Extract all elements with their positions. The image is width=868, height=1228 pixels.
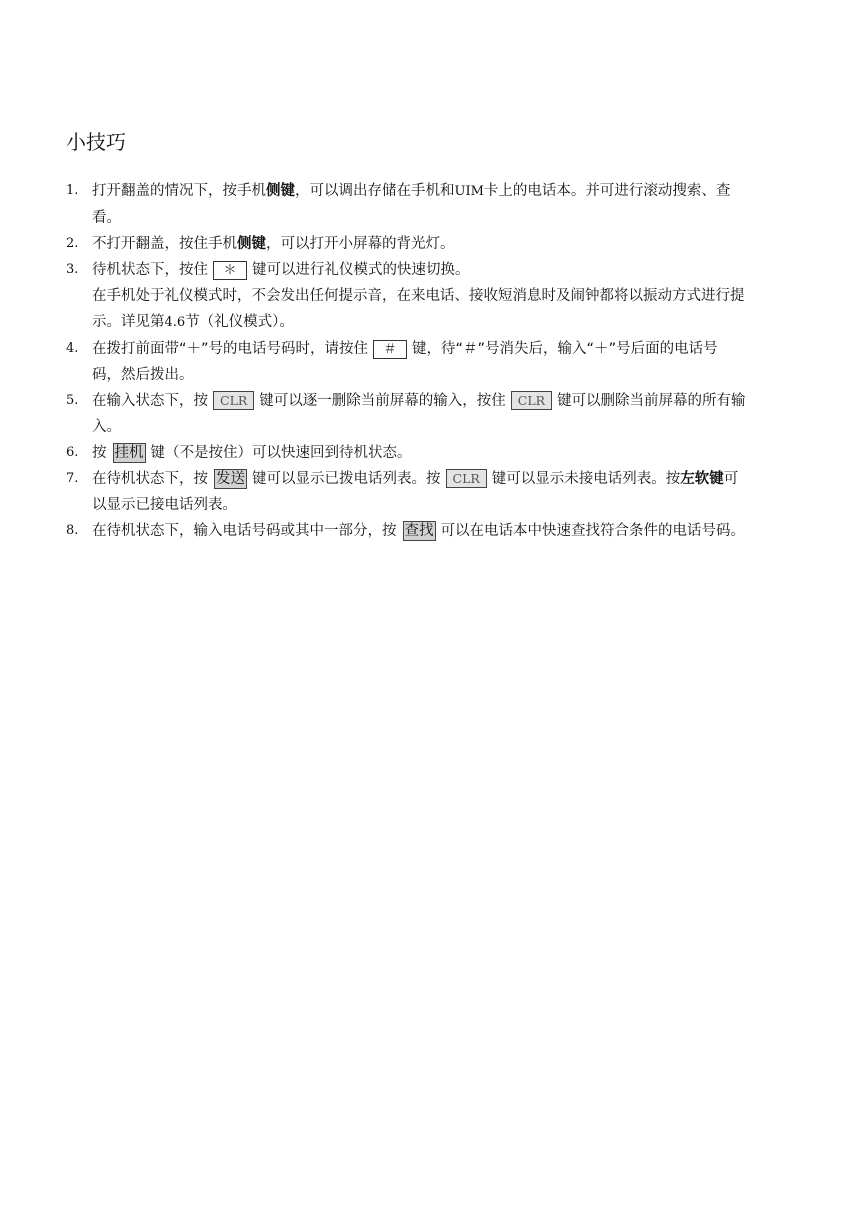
item-text: ，可以打开小屏幕的背光灯。 bbox=[266, 236, 455, 252]
list-item bbox=[66, 257, 746, 336]
uim-label: UIM bbox=[454, 184, 484, 199]
item-text: 键可以删除当前屏幕的所有输入。 bbox=[92, 393, 746, 435]
clr-key: CLR bbox=[213, 391, 254, 410]
item-text: 按 bbox=[92, 445, 107, 461]
list-item bbox=[66, 231, 746, 257]
item-number: 4. bbox=[66, 341, 79, 356]
item-text: 在待机状态下，输入电话号码或其中一部分，按 bbox=[92, 523, 397, 539]
item-text: 不打开翻盖，按住手机 bbox=[92, 236, 237, 252]
item-text: 键可以显示未接电话列表。按 bbox=[491, 471, 681, 487]
item-text: 卡上的电话本。并可进行滚动搜索、查看。 bbox=[92, 183, 731, 226]
clr-key: CLR bbox=[511, 391, 552, 410]
item-text: 节（礼仪模式）。 bbox=[185, 314, 294, 330]
page-title: 小技巧 bbox=[66, 130, 126, 154]
list-item bbox=[66, 518, 746, 544]
left-soft-key-label: 左软键 bbox=[680, 471, 724, 487]
section-number: 4.6 bbox=[164, 315, 186, 330]
item-text: 键（不是按住）可以快速回到待机状态。 bbox=[150, 445, 412, 461]
clr-key: CLR bbox=[446, 469, 487, 488]
item-text: 键可以显示已拨电话列表。按 bbox=[252, 471, 441, 487]
hash-key: ＃ bbox=[373, 340, 407, 359]
item-number: 5. bbox=[66, 393, 79, 408]
item-text: 待机状态下，按住 bbox=[92, 262, 208, 278]
item-text: 键，待“＃”号消失后，输入“＋”号后面的电话号码，然后拨出。 bbox=[92, 341, 718, 383]
item-number: 7. bbox=[66, 471, 79, 486]
end-call-key: 挂机 bbox=[114, 445, 144, 461]
item-text: 键可以逐一删除当前屏幕的输入，按住 bbox=[259, 393, 506, 409]
item-text: 可以在电话本中快速查找符合条件的电话号码。 bbox=[440, 523, 745, 539]
item-number: 2. bbox=[66, 236, 79, 251]
list-item bbox=[66, 178, 746, 231]
item-text: 在手机处于礼仪模式时，不会发出任何提示音，在来电话、接收短消息时及闹钟都将以振动方式进行提示。详见第 bbox=[92, 288, 745, 330]
item-number: 3. bbox=[66, 262, 79, 277]
tips-list bbox=[66, 178, 746, 544]
send-key: 发送 bbox=[216, 471, 245, 487]
item-text: ，可以调出存储在手机和 bbox=[295, 183, 455, 199]
item-number: 1. bbox=[66, 183, 79, 198]
star-key: ＊ bbox=[213, 261, 247, 280]
side-key-label: 侧键 bbox=[266, 183, 295, 199]
list-item bbox=[66, 388, 746, 440]
list-item bbox=[66, 440, 746, 466]
item-text: 在拨打前面带“＋”号的电话号码时，请按住 bbox=[92, 341, 369, 357]
item-text: 打开翻盖的情况下，按手机 bbox=[92, 183, 266, 199]
side-key-label: 侧键 bbox=[237, 236, 266, 252]
item-text: 键可以进行礼仪模式的快速切换。 bbox=[252, 262, 470, 278]
item-number: 8. bbox=[66, 523, 79, 538]
item-text: 在输入状态下，按 bbox=[92, 393, 208, 409]
item-text: 在待机状态下，按 bbox=[92, 471, 208, 487]
list-item bbox=[66, 336, 746, 388]
find-key: 查找 bbox=[404, 523, 434, 539]
item-number: 6. bbox=[66, 445, 79, 460]
item-text: 可以显示已接电话列表。 bbox=[92, 471, 739, 513]
list-item bbox=[66, 466, 746, 518]
